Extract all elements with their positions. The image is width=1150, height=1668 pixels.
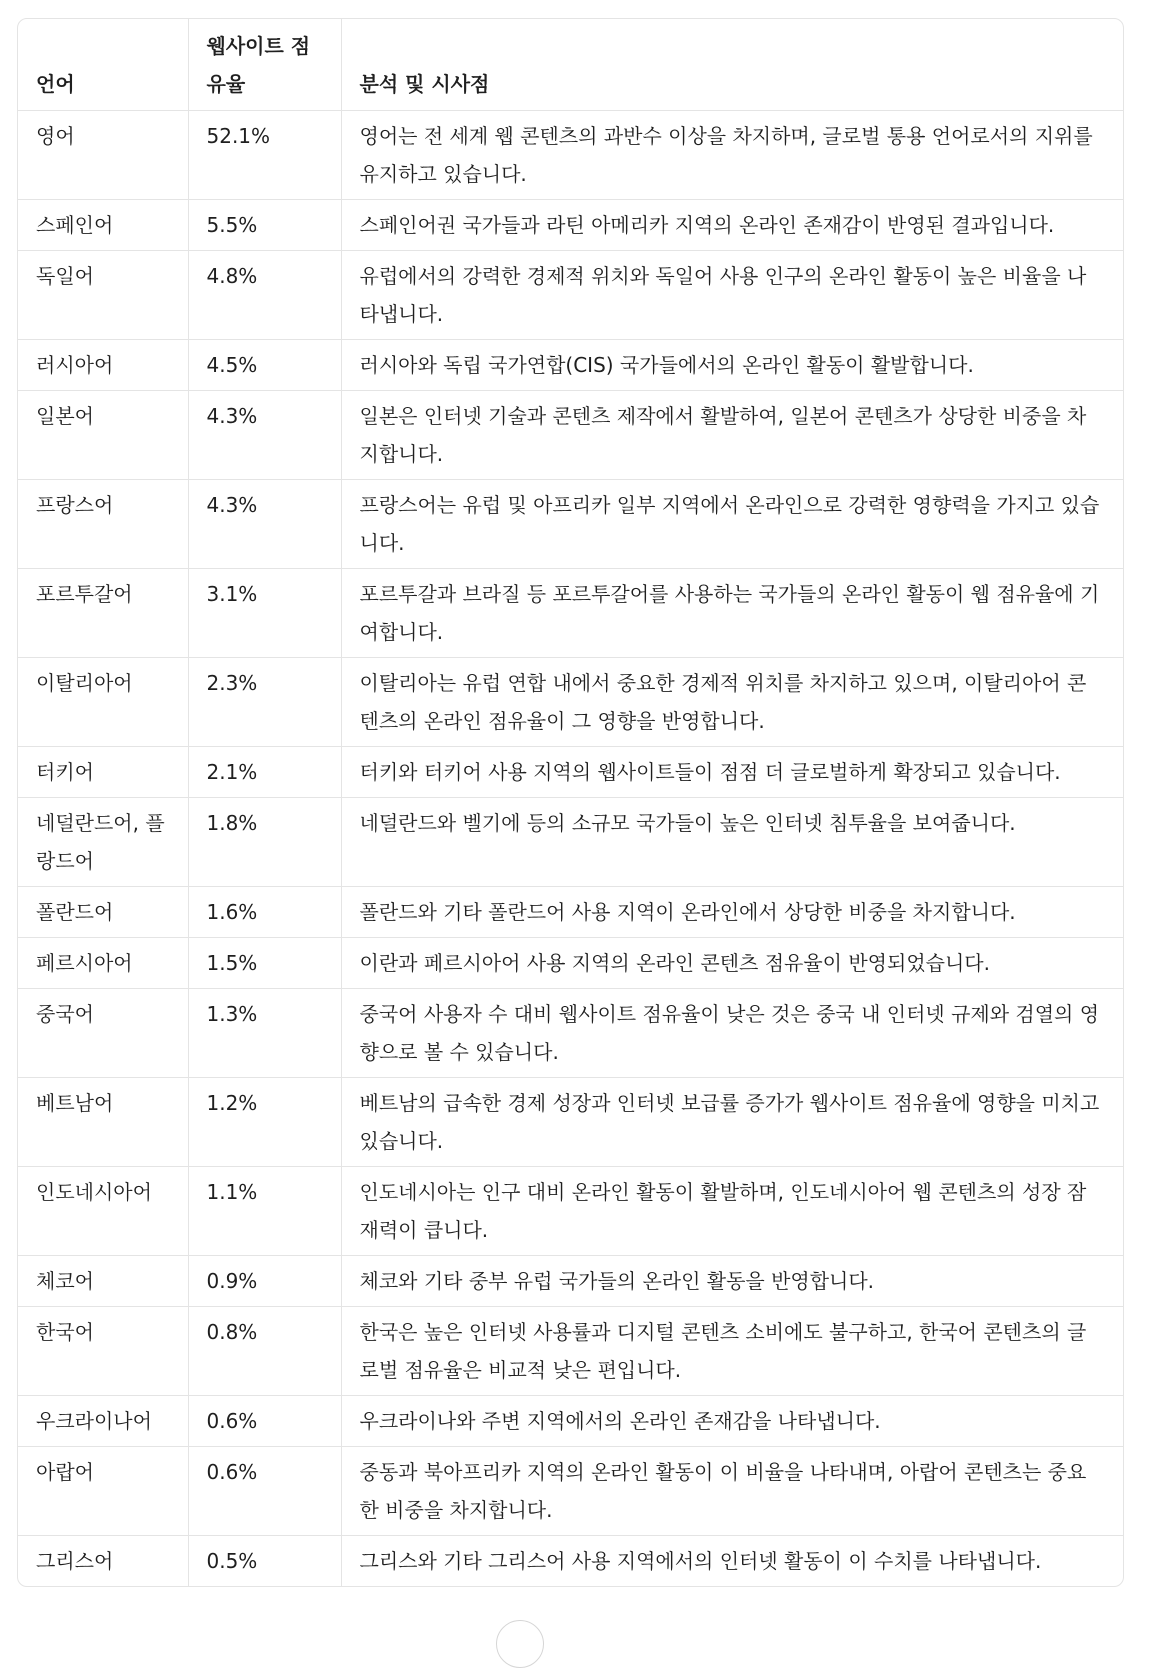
- cell-analysis: 포르투갈과 브라질 등 포르투갈어를 사용하는 국가들의 온라인 활동이 웹 점유율에 기여합니다.: [341, 569, 1123, 658]
- cell-website-share: 4.5%: [188, 340, 341, 391]
- cell-website-share: 1.1%: [188, 1167, 341, 1256]
- cell-website-share: 4.3%: [188, 480, 341, 569]
- cell-language: 인도네시아어: [18, 1167, 188, 1256]
- cell-analysis: 이란과 페르시아어 사용 지역의 온라인 콘텐츠 점유율이 반영되었습니다.: [341, 938, 1123, 989]
- table-row: [18, 1536, 1123, 1587]
- table-row: [18, 569, 1123, 658]
- table-row: [18, 798, 1123, 887]
- cell-language: 그리스어: [18, 1536, 188, 1587]
- table-body: [18, 111, 1123, 1587]
- cell-website-share: 5.5%: [188, 200, 341, 251]
- cell-language: 러시아어: [18, 340, 188, 391]
- cell-analysis: 중동과 북아프리카 지역의 온라인 활동이 이 비율을 나타내며, 아랍어 콘텐츠는 중요한 비중을 차지합니다.: [341, 1447, 1123, 1536]
- cell-language: 포르투갈어: [18, 569, 188, 658]
- cell-website-share: 0.6%: [188, 1447, 341, 1536]
- cell-language: 베트남어: [18, 1078, 188, 1167]
- table-row: [18, 1396, 1123, 1447]
- cell-website-share: 4.8%: [188, 251, 341, 340]
- cell-website-share: 1.6%: [188, 887, 341, 938]
- cell-language: 이탈리아어: [18, 658, 188, 747]
- cell-language: 우크라이나어: [18, 1396, 188, 1447]
- table-row: [18, 1307, 1123, 1396]
- table-row: [18, 747, 1123, 798]
- cell-website-share: 2.1%: [188, 747, 341, 798]
- cell-language: 터키어: [18, 747, 188, 798]
- cell-analysis: 유럽에서의 강력한 경제적 위치와 독일어 사용 인구의 온라인 활동이 높은 비율을 나타냅니다.: [341, 251, 1123, 340]
- header-analysis: 분석 및 시사점: [341, 19, 1123, 111]
- header-row: [18, 19, 1123, 111]
- language-share-table: [18, 19, 1123, 1586]
- cell-website-share: 52.1%: [188, 111, 341, 200]
- cell-analysis: 폴란드와 기타 폴란드어 사용 지역이 온라인에서 상당한 비중을 차지합니다.: [341, 887, 1123, 938]
- cell-analysis: 한국은 높은 인터넷 사용률과 디지털 콘텐츠 소비에도 불구하고, 한국어 콘텐츠의 글로벌 점유율은 비교적 낮은 편입니다.: [341, 1307, 1123, 1396]
- cell-website-share: 0.5%: [188, 1536, 341, 1587]
- cell-language: 아랍어: [18, 1447, 188, 1536]
- cell-analysis: 스페인어권 국가들과 라틴 아메리카 지역의 온라인 존재감이 반영된 결과입니다.: [341, 200, 1123, 251]
- table-row: [18, 938, 1123, 989]
- table-row: [18, 1078, 1123, 1167]
- cell-analysis: 영어는 전 세계 웹 콘텐츠의 과반수 이상을 차지하며, 글로벌 통용 언어로서의 지위를 유지하고 있습니다.: [341, 111, 1123, 200]
- scroll-down-button[interactable]: [496, 1620, 544, 1668]
- cell-analysis: 우크라이나와 주변 지역에서의 온라인 존재감을 나타냅니다.: [341, 1396, 1123, 1447]
- cell-language: 영어: [36, 124, 75, 148]
- cell-website-share: 1.5%: [188, 938, 341, 989]
- cell-language: 폴란드어: [18, 887, 188, 938]
- header-language: 언어: [18, 19, 188, 111]
- table-header: [18, 19, 1123, 111]
- cell-website-share: 1.3%: [188, 989, 341, 1078]
- cell-language: 한국어: [18, 1307, 188, 1396]
- cell-website-share: 0.9%: [188, 1256, 341, 1307]
- header-website-share: 웹사이트 점유율: [188, 19, 341, 111]
- cell-analysis: 터키와 터키어 사용 지역의 웹사이트들이 점점 더 글로벌하게 확장되고 있습니다.: [341, 747, 1123, 798]
- table-row: [18, 1256, 1123, 1307]
- cell-website-share: 0.8%: [188, 1307, 341, 1396]
- cell-analysis: 중국어 사용자 수 대비 웹사이트 점유율이 낮은 것은 중국 내 인터넷 규제와 검열의 영향으로 볼 수 있습니다.: [341, 989, 1123, 1078]
- cell-language: 체코어: [18, 1256, 188, 1307]
- cell-website-share: 0.6%: [188, 1396, 341, 1447]
- cell-language: 중국어: [18, 989, 188, 1078]
- table-row: [18, 480, 1123, 569]
- cell-language: 독일어: [18, 251, 188, 340]
- table-row: [18, 340, 1123, 391]
- cell-analysis: 러시아와 독립 국가연합(CIS) 국가들에서의 온라인 활동이 활발합니다.: [341, 340, 1123, 391]
- cell-language: 네덜란드어, 플랑드어: [18, 798, 188, 887]
- cell-website-share: 3.1%: [188, 569, 341, 658]
- cell-website-share: 2.3%: [188, 658, 341, 747]
- language-share-table-container: [17, 18, 1124, 1587]
- cell-analysis: 네덜란드와 벨기에 등의 소규모 국가들이 높은 인터넷 침투율을 보여줍니다.: [341, 798, 1123, 887]
- table-row: [18, 1167, 1123, 1256]
- table-row: [18, 391, 1123, 480]
- table-row: [18, 200, 1123, 251]
- cell-analysis: 그리스와 기타 그리스어 사용 지역에서의 인터넷 활동이 이 수치를 나타냅니다.: [341, 1536, 1123, 1587]
- table-row: [18, 111, 1123, 200]
- cell-website-share: 1.8%: [188, 798, 341, 887]
- table-row: [18, 989, 1123, 1078]
- cell-analysis: 프랑스어는 유럽 및 아프리카 일부 지역에서 온라인으로 강력한 영향력을 가지고 있습니다.: [341, 480, 1123, 569]
- cell-analysis: 체코와 기타 중부 유럽 국가들의 온라인 활동을 반영합니다.: [341, 1256, 1123, 1307]
- cell-website-share: 4.3%: [188, 391, 341, 480]
- cell-language: 일본어: [18, 391, 188, 480]
- cell-website-share: 1.2%: [188, 1078, 341, 1167]
- cell-analysis: 인도네시아는 인구 대비 온라인 활동이 활발하며, 인도네시아어 웹 콘텐츠의 성장 잠재력이 큽니다.: [341, 1167, 1123, 1256]
- cell-language: 스페인어: [18, 200, 188, 251]
- table-row: [18, 887, 1123, 938]
- cell-analysis: 이탈리아는 유럽 연합 내에서 중요한 경제적 위치를 차지하고 있으며, 이탈리아어 콘텐츠의 온라인 점유율이 그 영향을 반영합니다.: [341, 658, 1123, 747]
- cell-analysis: 일본은 인터넷 기술과 콘텐츠 제작에서 활발하여, 일본어 콘텐츠가 상당한 비중을 차지합니다.: [341, 391, 1123, 480]
- table-row: [18, 1447, 1123, 1536]
- table-row: [18, 658, 1123, 747]
- cell-analysis: 베트남의 급속한 경제 성장과 인터넷 보급률 증가가 웹사이트 점유율에 영향을 미치고 있습니다.: [341, 1078, 1123, 1167]
- table-row: [18, 251, 1123, 340]
- cell-language: 페르시아어: [18, 938, 188, 989]
- cell-language: 프랑스어: [18, 480, 188, 569]
